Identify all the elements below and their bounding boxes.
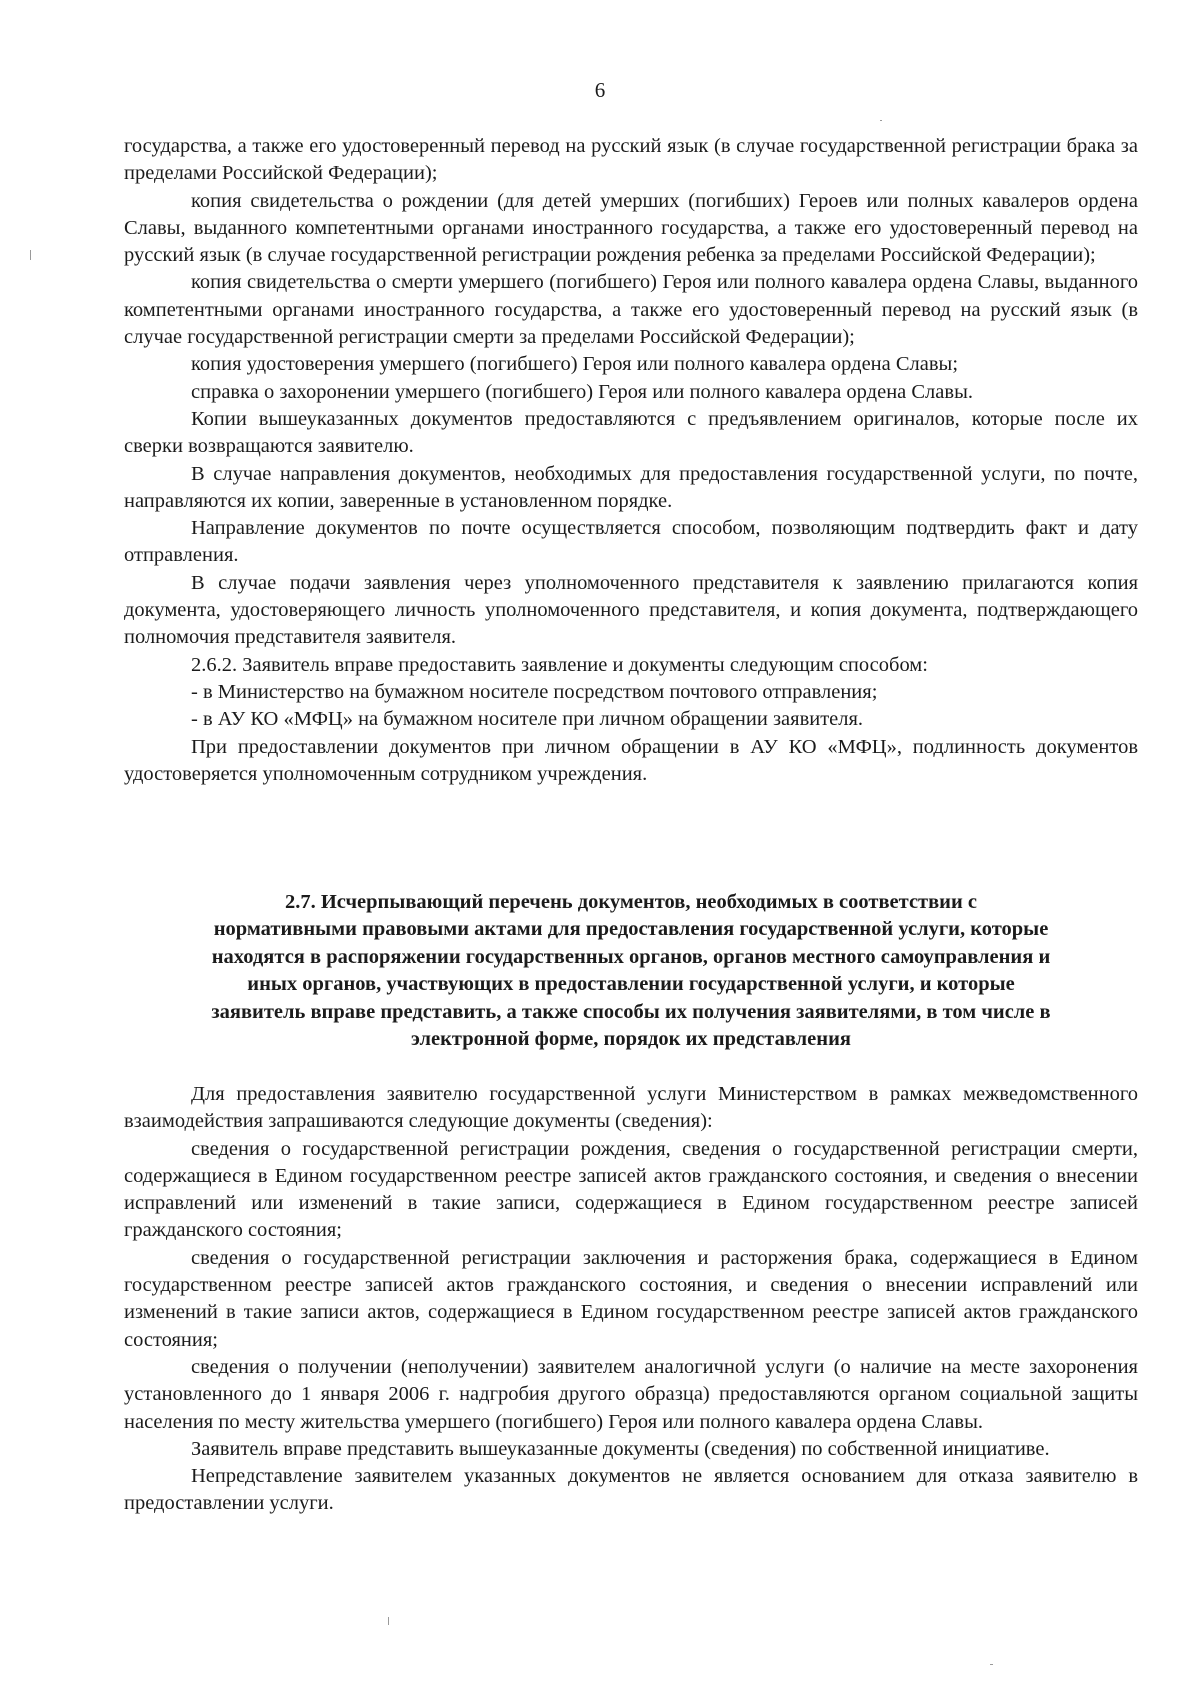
paragraph: справка о захоронении умершего (погибшего) Героя или полного кавалера ордена Славы.	[191, 380, 973, 403]
scan-speck	[388, 1617, 389, 1625]
paragraph: сведения о государственной регистрации рождения, сведения о государственной регистрации смерти, содержащиеся в Едином государственном реестре записей актов гражданского состояния, и сведения о внесении исправлений или изменений в такие записи, содержащиеся в Едином государственном реестре записей гражданского состояния;	[124, 1137, 1138, 1242]
paragraph: В случае подачи заявления через уполномоченного представителя к заявлению прилагаются копия документа, удостоверяющего личность уполномоченного представителя, и копия документа, подтверждающего полномочия представителя заявителя.	[124, 571, 1138, 649]
paragraph: копия свидетельства о смерти умершего (погибшего) Героя или полного кавалера ордена Славы, выданного компетентными органами иностранного государства, а также его удостоверенный перевод на русский язык (в случае государственной регистрации смерти за пределами Российской Федерации);	[124, 271, 1138, 349]
paragraph: Заявитель вправе представить вышеуказанные документы (сведения) по собственной инициативе.	[191, 1437, 1050, 1460]
heading-line: находятся в распоряжении государственных органов, органов местного самоуправления и	[211, 945, 1051, 968]
paragraph: сведения о государственной регистрации заключения и расторжения брака, содержащиеся в Едином государственном реестре записей актов гражданского состояния, и сведения о внесении исправлений или изменений в такие записи актов, содержащиеся в Едином государственном реестре записей актов гражданского состояния;	[124, 1246, 1138, 1351]
paragraph: Непредставление заявителем указанных документов не является основанием для отказа заявителю в предоставлении услуги.	[124, 1465, 1138, 1515]
scan-speck	[30, 250, 31, 260]
paragraph: - в АУ КО «МФЦ» на бумажном носителе при личном обращении заявителя.	[191, 708, 864, 731]
paragraph: - в Министерство на бумажном носителе посредством почтового отправления;	[191, 680, 878, 703]
heading-line: нормативными правовыми актами для предоставления государственной услуги, которые	[213, 918, 1049, 941]
heading-line: 2.7. Исчерпывающий перечень документов, необходимых в соответствии с	[284, 891, 978, 913]
paragraph: Копии вышеуказанных документов предоставляются с предъявлением оригиналов, которые после их сверки возвращаются заявителю.	[124, 407, 1138, 458]
scan-speck	[880, 120, 882, 121]
heading-line: электронной форме, порядок их представления	[410, 1028, 851, 1051]
scan-speck	[990, 1664, 993, 1665]
paragraph: 2.6.2. Заявитель вправе предоставить заявление и документы следующим способом:	[191, 653, 928, 676]
section-heading	[124, 889, 1138, 1053]
paragraph: При предоставлении документов при личном обращении в АУ КО «МФЦ», подлинность документов удостоверяется уполномоченным сотрудником учреждения.	[124, 735, 1138, 785]
paragraph: Для предоставления заявителю государственной услуги Министерством в рамках межведомственного взаимодействия запрашиваются следующие документы (сведения):	[124, 1083, 1138, 1133]
paragraph: копия удостоверения умершего (погибшего) Героя или полного кавалера ордена Славы;	[191, 353, 959, 376]
heading-line: заявитель вправе представить, а также способы их получения заявителями, в том числе в	[211, 1000, 1051, 1023]
paragraph: копия свидетельства о рождении (для детей умерших (погибших) Героев или полных кавалеров ордена Славы, выданного компетентными органами иностранного государства, а также его удостоверенный перевод на русский язык (в случае государственной регистрации рождения ребенка за пределами Российской Федерации);	[124, 189, 1138, 267]
page-number: 6	[594, 78, 606, 102]
paragraph: Направление документов по почте осуществляется способом, позволяющим подтвердить факт и дату отправления.	[124, 517, 1138, 567]
paragraph: В случае направления документов, необходимых для предоставления государственной услуги, по почте, направляются их копии, заверенные в установленном порядке.	[124, 462, 1138, 512]
paragraph: сведения о получении (неполучении) заявителем аналогичной услуги (о наличие на месте захоронения установленного до 1 января 2006 г. надгробия другого образца) предоставляются органом социальной защиты населения по месту жительства умершего (погибшего) Героя или полного кавалера ордена Славы.	[124, 1355, 1138, 1433]
heading-line: иных органов, участвующих в предоставлении государственной услуги, и которые	[247, 973, 1015, 996]
paragraph: государства, а также его удостоверенный перевод на русский язык (в случае государственной регистрации брака за пределами Российской Федерации);	[124, 135, 1138, 185]
top-text-block	[124, 133, 1138, 788]
bottom-text-block	[124, 1081, 1138, 1518]
